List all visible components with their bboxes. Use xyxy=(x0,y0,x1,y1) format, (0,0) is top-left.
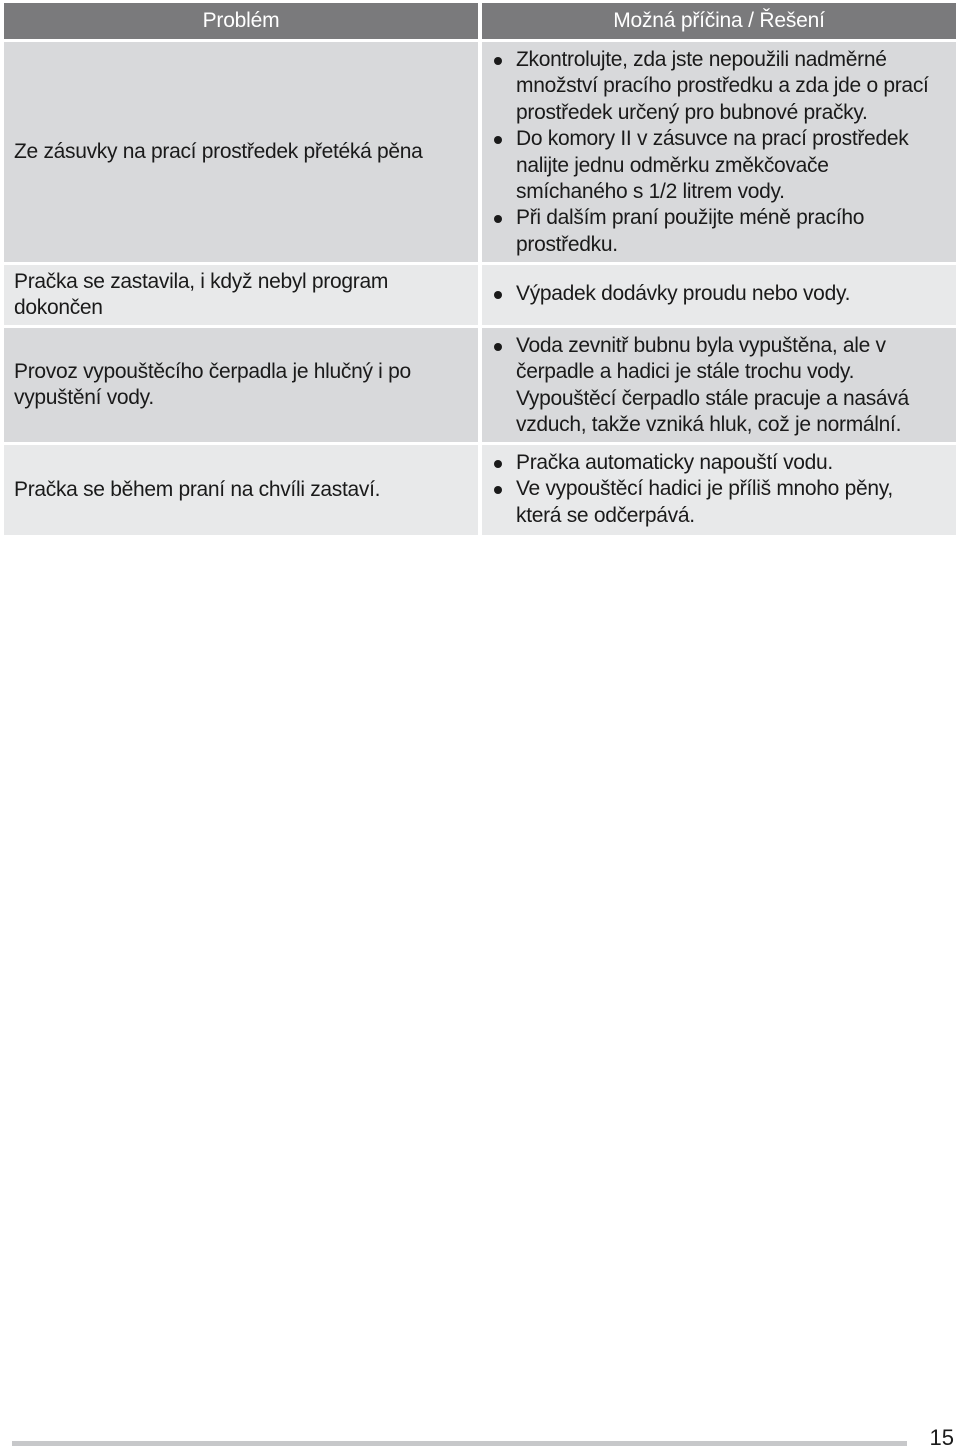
solution-item: Do komory II v zásuvce na prací prostředek nalijte jednu odměrku změkčovače smíchaného s 1/2 litrem vody. xyxy=(494,126,942,205)
page-number: 15 xyxy=(929,1425,954,1450)
problem-cell xyxy=(4,42,478,262)
problem-text: Provoz vypouštěcího čerpadla je hlučný i po vypuštění vody. xyxy=(14,359,411,409)
solution-list xyxy=(494,450,942,529)
problem-cell xyxy=(4,328,478,442)
solution-cell xyxy=(482,265,956,325)
problem-text: Ze zásuvky na prací prostředek přetéká pěna xyxy=(14,139,423,163)
solution-list xyxy=(494,281,850,307)
solution-item: Při dalším praní použijte méně pracího prostředku. xyxy=(494,205,942,258)
solution-item: Voda zevnitř bubnu byla vypuštěna, ale v čerpadle a hadici je stále trochu vody. Vypouštěcí čerpadlo stále pracuje a nasává vzduch, takže vzniká hluk, což je normální. xyxy=(494,333,942,439)
problem-column-header: Problém xyxy=(4,3,478,39)
problem-text: Pračka se zastavila, i když nebyl program dokončen xyxy=(14,269,389,319)
troubleshooting-table xyxy=(4,3,956,535)
solution-cell xyxy=(482,445,956,535)
problem-text: Pračka se během praní na chvíli zastaví. xyxy=(14,477,381,501)
solution-cell xyxy=(482,42,956,262)
solution-list xyxy=(494,47,942,258)
footer-rule xyxy=(12,1441,907,1446)
problem-cell xyxy=(4,265,478,325)
solution-item: Zkontrolujte, zda jste nepoužili nadměrné množství pracího prostředku a zda jde o prací prostředek určený pro bubnové pračky. xyxy=(494,47,942,126)
solution-item: Pračka automaticky napouští vodu. xyxy=(494,450,942,476)
solution-column-header: Možná příčina / Řešení xyxy=(482,3,956,39)
solution-list xyxy=(494,333,942,439)
solution-item: Ve vypouštěcí hadici je příliš mnoho pěny, která se odčerpává. xyxy=(494,476,942,529)
problem-cell xyxy=(4,445,478,535)
solution-cell xyxy=(482,328,956,442)
solution-item: Výpadek dodávky proudu nebo vody. xyxy=(494,281,850,307)
